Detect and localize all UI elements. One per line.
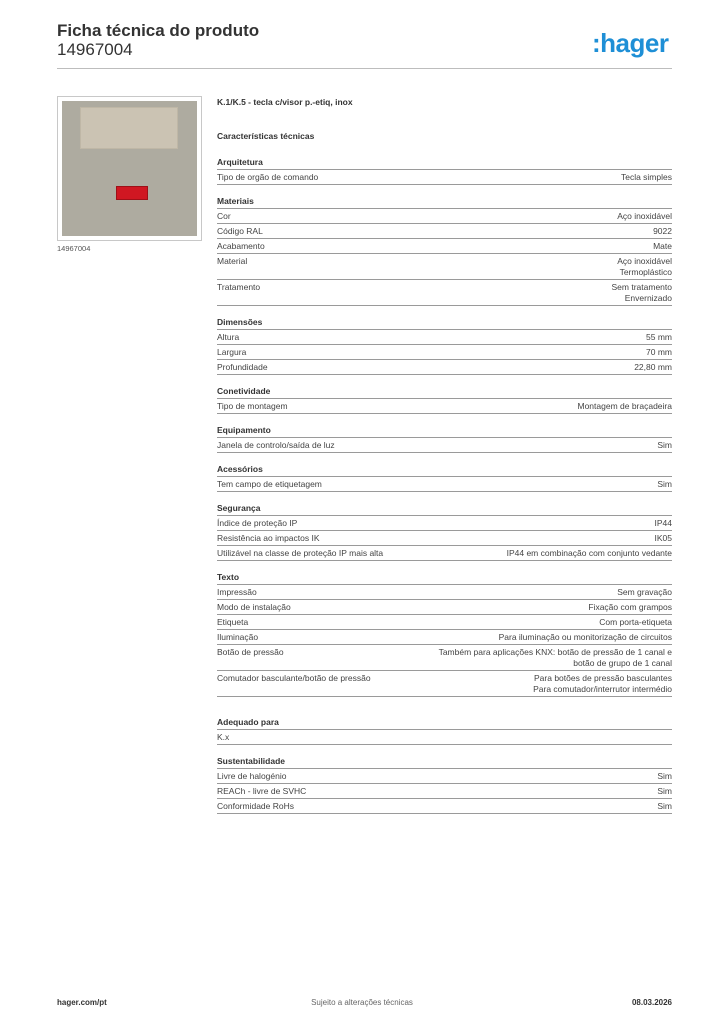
spec-value-line: Tecla simples	[620, 172, 672, 182]
indicator-window	[116, 186, 148, 200]
spec-label: Modo de instalação	[217, 602, 291, 612]
spec-value-line: Montagem de braçadeira	[577, 401, 672, 411]
spec-value-line: Para botões de pressão basculantes	[534, 673, 672, 683]
spec-content	[217, 95, 672, 823]
spec-value-line: Sim	[657, 801, 672, 811]
spec-label: Largura	[217, 347, 247, 357]
product-image	[57, 96, 202, 241]
hager-logo: :hager	[592, 28, 669, 58]
spec-value-line: botão de grupo de 1 canal	[573, 658, 672, 668]
label-window	[80, 107, 178, 149]
spec-label: Tipo de montagem	[217, 401, 288, 411]
spec-label: Botão de pressão	[217, 647, 284, 657]
spec-value-line: Também para aplicações KNX: botão de pressão de 1 canal e	[438, 647, 672, 657]
product-name: K.1/K.5 - tecla c/visor p.-etiq, inox	[217, 97, 353, 107]
spec-value-line: Termoplástico	[619, 267, 672, 277]
spec-row	[217, 239, 672, 254]
spec-value-line: Aço inoxidável	[617, 256, 672, 266]
spec-value	[383, 548, 672, 559]
section-title: Conetividade	[217, 384, 672, 399]
spec-label: Tratamento	[217, 282, 261, 292]
spec-value	[294, 801, 672, 812]
section-title: Equipamento	[217, 423, 672, 438]
spec-row	[217, 170, 672, 185]
spec-value	[247, 256, 672, 278]
switch-plate	[62, 101, 197, 236]
spec-value	[246, 347, 672, 358]
spec-label: Profundidade	[217, 362, 268, 372]
spec-row	[217, 360, 672, 375]
product-image-caption: 14967004	[57, 244, 91, 253]
section-title: Adequado para	[217, 715, 672, 730]
product-code: 14967004	[57, 40, 133, 59]
spec-value	[257, 587, 672, 598]
spec-label: Índice de proteção IP	[217, 518, 298, 528]
spec-value-line: Para iluminação ou monitorização de circuitos	[498, 632, 672, 642]
section-title: Dimensões	[217, 315, 672, 330]
spec-value-line: Mate	[653, 241, 672, 251]
spec-label: Cor	[217, 211, 231, 221]
spec-value-line: Com porta-etiqueta	[599, 617, 672, 627]
spec-row	[217, 399, 672, 414]
spec-value-line: Fixação com grampos	[588, 602, 672, 612]
spec-label: Material	[217, 256, 248, 266]
section-title: Segurança	[217, 501, 672, 516]
section-title: Texto	[217, 570, 672, 585]
spec-value	[260, 282, 672, 304]
spec-section	[217, 155, 672, 185]
spec-label: Tipo de orgão de comando	[217, 172, 319, 182]
spec-row	[217, 280, 672, 306]
spec-value-line: 70 mm	[646, 347, 672, 357]
spec-row	[217, 345, 672, 360]
section-title: Arquitetura	[217, 155, 672, 170]
footer-note: Sujeito a alterações técnicas	[311, 998, 413, 1007]
spec-label: Resistência ao impactos IK	[217, 533, 320, 543]
spec-value-line: Sim	[657, 771, 672, 781]
spec-section	[217, 462, 672, 492]
header-divider	[57, 68, 672, 69]
spec-value	[335, 440, 672, 451]
spec-value-line: IP44	[654, 518, 672, 528]
spec-row	[217, 645, 672, 671]
spec-value-line: 9022	[653, 226, 672, 236]
spec-label: Acabamento	[217, 241, 265, 251]
page-title: Ficha técnica do produto	[57, 21, 260, 40]
spec-label: Iluminação	[217, 632, 259, 642]
spec-row	[217, 615, 672, 630]
spec-label: REACh - livre de SVHC	[217, 786, 307, 796]
spec-section	[217, 501, 672, 561]
spec-section	[217, 423, 672, 453]
spec-value-line: IK05	[654, 533, 672, 543]
spec-value	[297, 518, 672, 529]
spec-value-line: Envernizado	[624, 293, 672, 303]
spec-value	[284, 647, 672, 669]
spec-label: Tem campo de etiquetagem	[217, 479, 322, 489]
spec-section	[217, 715, 672, 745]
spec-value-line: Para comutador/interrutor intermédio	[533, 684, 672, 694]
spec-row	[217, 730, 672, 745]
spec-value	[320, 533, 672, 544]
spec-label: Altura	[217, 332, 240, 342]
spec-row	[217, 585, 672, 600]
spec-value-line: Sem tratamento	[611, 282, 672, 292]
spec-value	[231, 211, 672, 222]
spec-row	[217, 330, 672, 345]
spec-value	[371, 673, 672, 695]
spec-section	[217, 570, 672, 697]
spec-row	[217, 546, 672, 561]
spec-label: Conformidade RoHs	[217, 801, 295, 811]
footer-website: hager.com/pt	[57, 998, 107, 1007]
spec-row	[217, 531, 672, 546]
section-title: Sustentabilidade	[217, 754, 672, 769]
spec-label: Comutador basculante/botão de pressão	[217, 673, 371, 683]
spec-value-line: Sem gravação	[617, 587, 672, 597]
spec-value-line: 22,80 mm	[634, 362, 672, 372]
spec-value	[265, 241, 672, 252]
spec-section	[217, 384, 672, 414]
spec-section	[217, 754, 672, 814]
spec-row	[217, 769, 672, 784]
section-title: Acessórios	[217, 462, 672, 477]
spec-label: K.x	[217, 732, 230, 742]
spec-row	[217, 784, 672, 799]
spec-row	[217, 671, 672, 697]
spec-value-line: 55 mm	[646, 332, 672, 342]
spec-value-line: Aço inoxidável	[617, 211, 672, 221]
spec-value	[248, 617, 672, 628]
spec-sections	[217, 155, 672, 814]
spec-value	[306, 786, 672, 797]
spec-value	[291, 602, 672, 613]
spec-section	[217, 315, 672, 375]
spec-section	[217, 194, 672, 306]
spec-row	[217, 516, 672, 531]
spec-value-line: Sim	[657, 440, 672, 450]
spec-label: Etiqueta	[217, 617, 249, 627]
spec-value	[239, 332, 672, 343]
spec-label: Janela de controlo/saída de luz	[217, 440, 335, 450]
technical-characteristics-heading: Características técnicas	[217, 131, 315, 141]
spec-value	[258, 632, 672, 643]
spec-value	[288, 401, 672, 412]
spec-value	[268, 362, 672, 373]
spec-row	[217, 477, 672, 492]
spec-row	[217, 438, 672, 453]
spec-value	[322, 479, 672, 490]
spec-value	[263, 226, 672, 237]
spec-label: Utilizável na classe de proteção IP mais alta	[217, 548, 384, 558]
spec-row	[217, 600, 672, 615]
section-title: Materiais	[217, 194, 672, 209]
spec-value-line: Sim	[657, 786, 672, 796]
spec-value-line: IP44 em combinação com conjunto vedante	[506, 548, 672, 558]
spec-value	[318, 172, 672, 183]
spec-row	[217, 254, 672, 280]
spec-value	[286, 771, 672, 782]
spec-value-line: Sim	[657, 479, 672, 489]
spec-row	[217, 799, 672, 814]
spec-row	[217, 209, 672, 224]
footer-date: 08.03.2026	[631, 998, 672, 1007]
spec-label: Livre de halogénio	[217, 771, 287, 781]
spec-label: Código RAL	[217, 226, 263, 236]
spec-label: Impressão	[217, 587, 257, 597]
spec-row	[217, 630, 672, 645]
spec-row	[217, 224, 672, 239]
